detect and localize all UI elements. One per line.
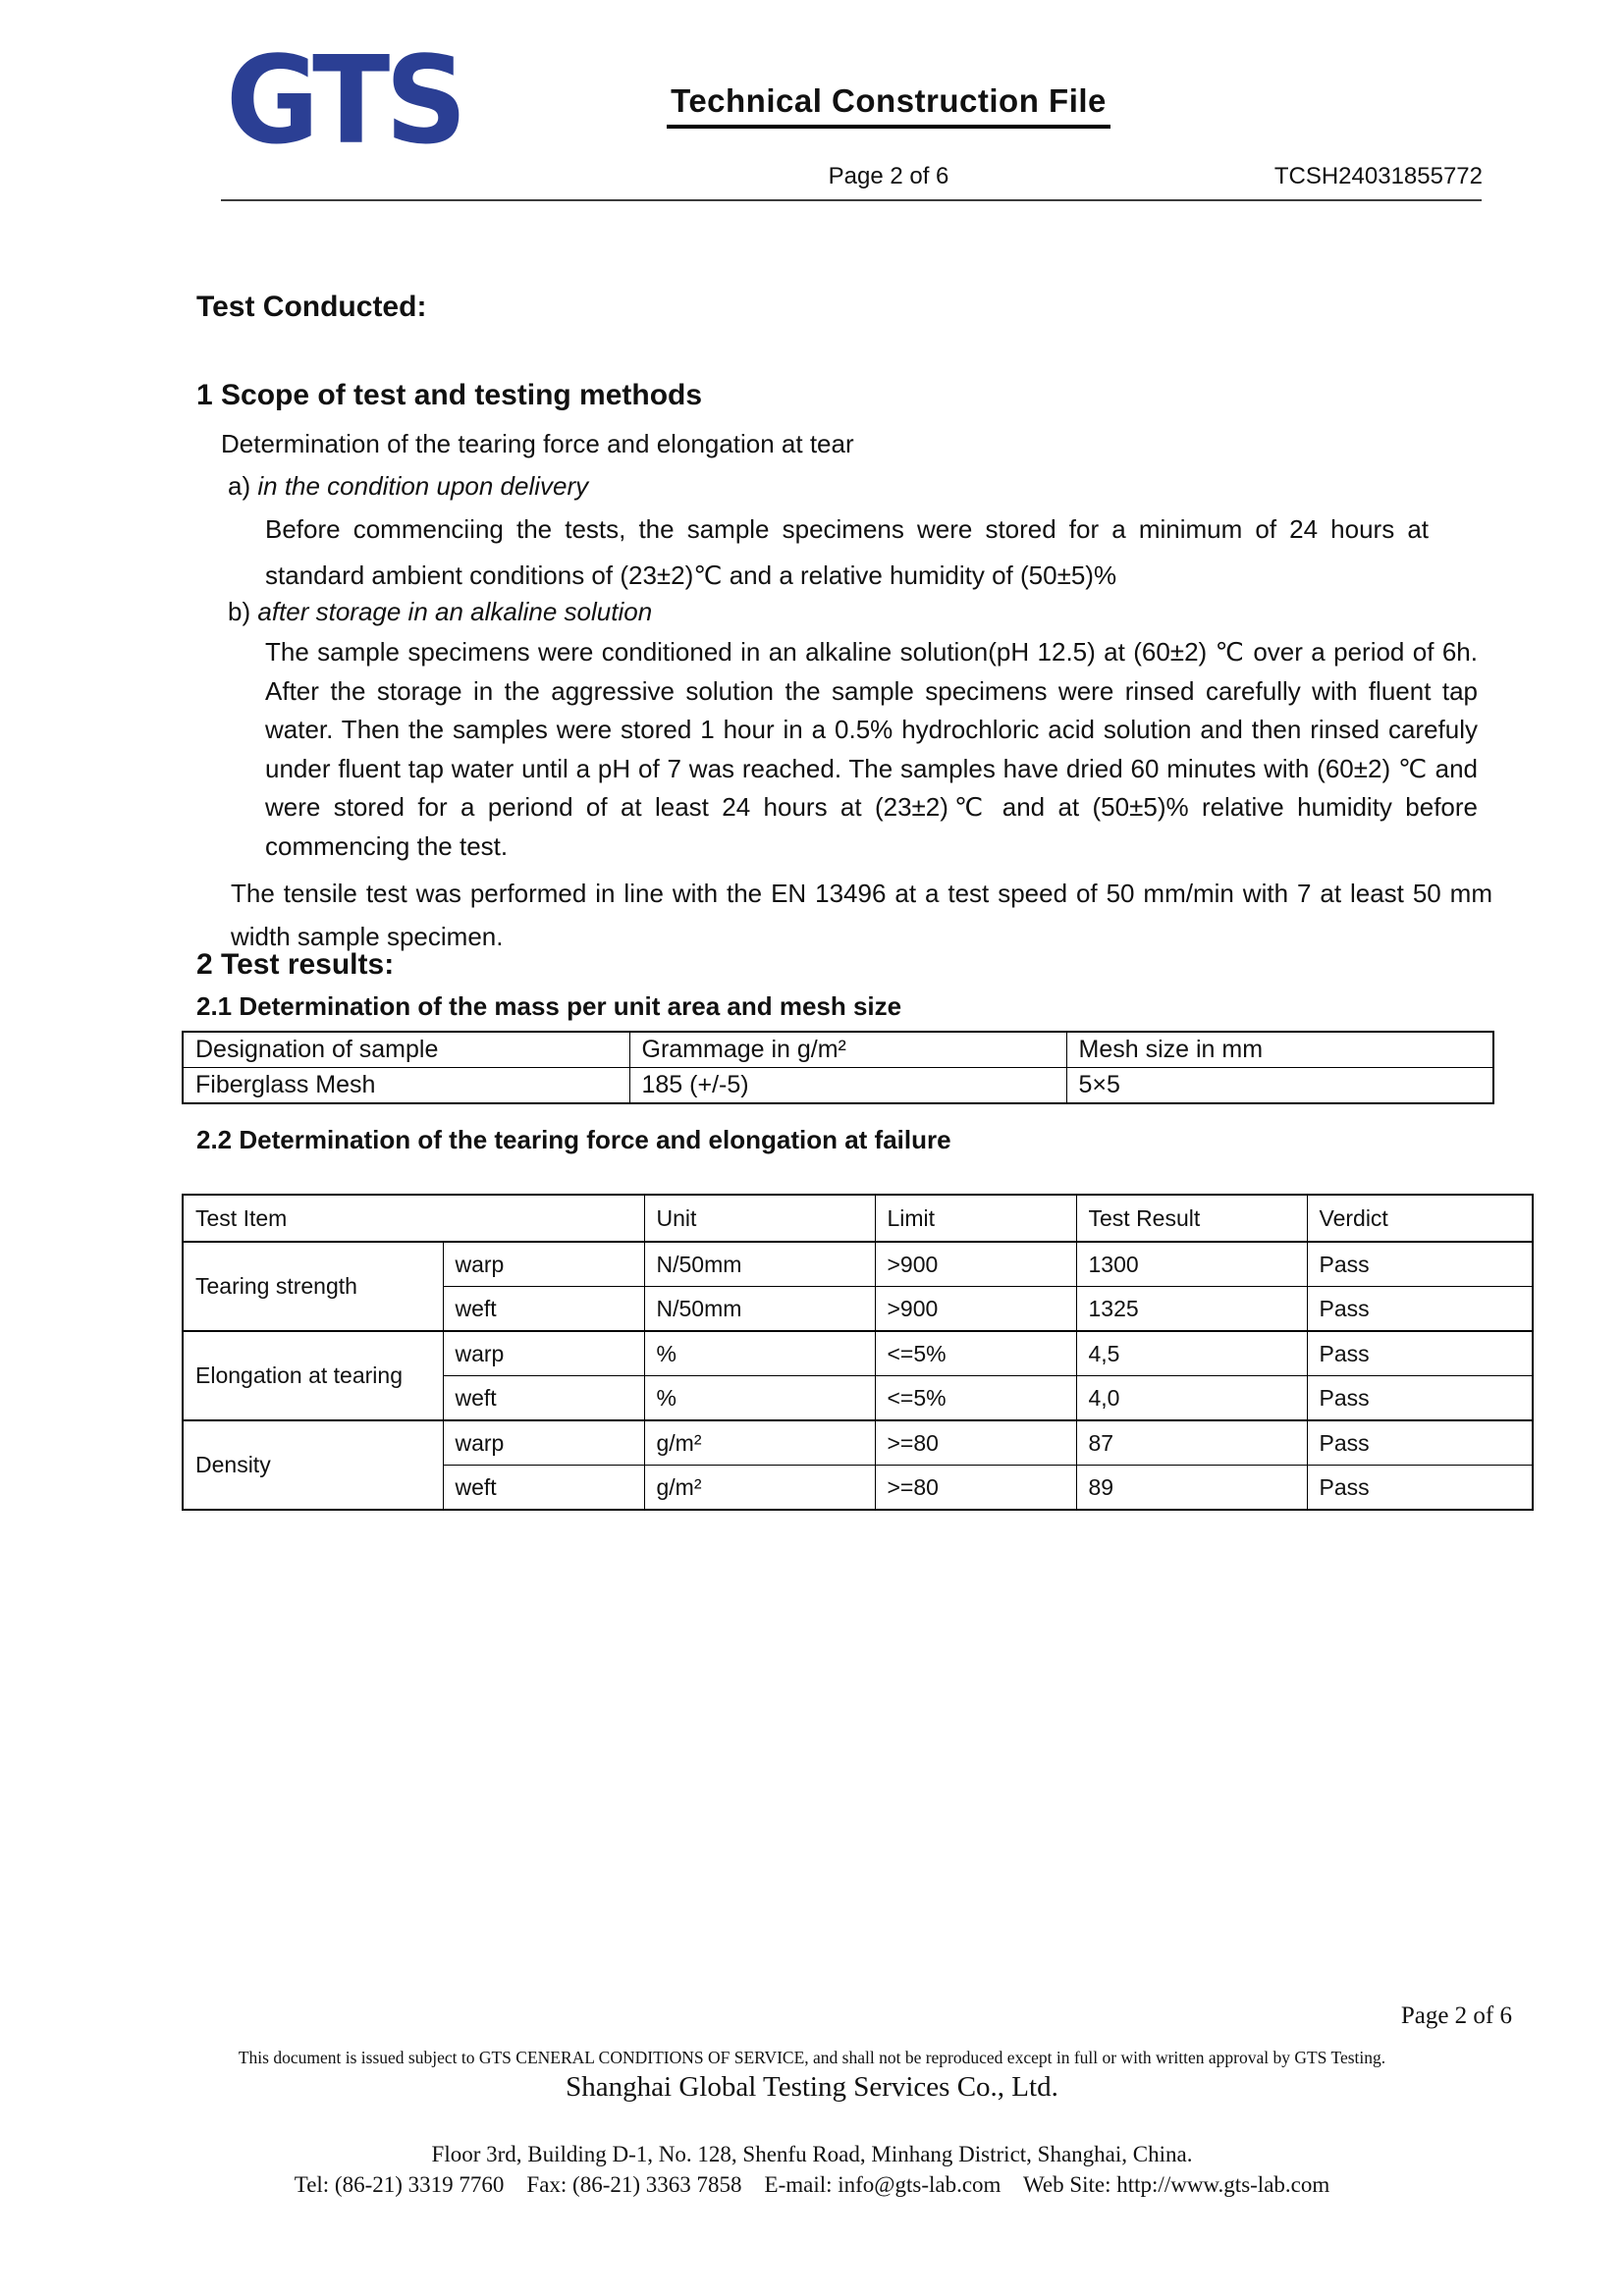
footer-company-name: Shanghai Global Testing Services Co., Ltd.: [566, 2071, 1058, 2103]
footer-page-number: Page 2 of 6: [1400, 2002, 1512, 2029]
cell-verdict: Pass: [1307, 1420, 1533, 1466]
header-cell: Designation of sample: [183, 1032, 629, 1068]
section-1-intro: Determination of the tearing force and elongation at tear: [221, 429, 854, 458]
header-cell: Grammage in g/m²: [629, 1032, 1066, 1068]
header-page-number: Page 2 of 6: [828, 163, 949, 189]
cell-result: 89: [1076, 1466, 1307, 1511]
list-item-a-text: in the condition upon delivery: [257, 471, 589, 501]
table-header-row: [183, 1032, 1493, 1068]
tearing-results-table: [182, 1194, 1534, 1511]
table-row: [183, 1068, 1493, 1104]
cell-verdict: Pass: [1307, 1376, 1533, 1421]
table-header-row: [183, 1195, 1533, 1242]
cell-limit: <=5%: [875, 1331, 1076, 1376]
cell-verdict: Pass: [1307, 1242, 1533, 1287]
cell-result: 4,5: [1076, 1331, 1307, 1376]
paragraph-condition-delivery: Before commenciing the tests, the sample specimens were stored for a minimum of 24 hours at standard ambient conditions of (23±2)℃ and a relative humidity of (50±5)%: [265, 514, 1429, 590]
paragraph-alkaline-storage: The sample specimens were conditioned in an alkaline solution(pH 12.5) at (60±2) ℃ over a period of 6h. After the storage in the aggressive solution the sample specimens were rinsed carefully with fluent tap water. Then the samples were stored 1 hour in a 0.5% hydrochloric acid solution and then rinsed carefuly under fluent tap water until a pH of 7 was reached. The samples have dried 60 minutes with (60±2) ℃ and were stored for a periond of at least 24 hours at (23±2)℃ and at (50±5)% relative humidity before commencing the test.: [265, 637, 1478, 861]
footer-contact-line: Tel: (86-21) 3319 7760 Fax: (86-21) 3363 7858 E-mail: info@gts-lab.com Web Site: http://www.gts-lab.com: [294, 2172, 1330, 2197]
cell-result: 1300: [1076, 1242, 1307, 1287]
cell-test-item: Elongation at tearing: [183, 1331, 443, 1420]
header-divider: [221, 199, 1482, 201]
cell-test-item: Tearing strength: [183, 1242, 443, 1331]
header-title-block: [383, 82, 1394, 129]
list-item-a: [228, 471, 588, 502]
table-row: [183, 1242, 1533, 1287]
document-title: Technical Construction File: [667, 82, 1110, 129]
section-test-conducted: Test Conducted:: [196, 291, 427, 323]
paragraph-tensile-test: The tensile test was performed in line with the EN 13496 at a test speed of 50 mm/min with 7 at least 50 mm width sample specimen.: [231, 879, 1492, 951]
cell-unit: g/m²: [644, 1466, 875, 1511]
cell-limit: <=5%: [875, 1376, 1076, 1421]
cell-direction: weft: [443, 1376, 644, 1421]
footer-disclaimer: This document is issued subject to GTS CENERAL CONDITIONS OF SERVICE, and shall not be reproduced except in full or with written approval by GTS Testing.: [238, 2048, 1386, 2067]
cell-limit: >=80: [875, 1466, 1076, 1511]
cell-unit: g/m²: [644, 1420, 875, 1466]
cell-direction: warp: [443, 1242, 644, 1287]
cell-test-item: Density: [183, 1420, 443, 1510]
footer-address: Floor 3rd, Building D-1, No. 128, Shenfu Road, Minhang District, Shanghai, China.: [431, 2142, 1193, 2166]
section-1-heading: 1 Scope of test and testing methods: [196, 379, 703, 411]
cell-grammage: 185 (+/-5): [629, 1068, 1066, 1104]
cell-unit: N/50mm: [644, 1287, 875, 1332]
cell-unit: %: [644, 1376, 875, 1421]
cell-unit: %: [644, 1331, 875, 1376]
cell-mesh-size: 5×5: [1066, 1068, 1493, 1104]
gts-logo: GTS: [226, 30, 462, 172]
header-cell: Unit: [644, 1195, 875, 1242]
list-item-a-label: a): [228, 471, 251, 501]
report-number: TCSH24031855772: [1273, 163, 1483, 189]
header-cell: Test Result: [1076, 1195, 1307, 1242]
list-item-b: [228, 597, 652, 627]
cell-result: 1325: [1076, 1287, 1307, 1332]
header-cell: Mesh size in mm: [1066, 1032, 1493, 1068]
cell-limit: >900: [875, 1242, 1076, 1287]
mass-mesh-table: [182, 1031, 1494, 1104]
section-2-heading: 2 Test results:: [196, 948, 395, 981]
table-row: [183, 1420, 1533, 1466]
cell-limit: >900: [875, 1287, 1076, 1332]
cell-verdict: Pass: [1307, 1466, 1533, 1511]
section-2-1-heading: 2.1 Determination of the mass per unit area and mesh size: [196, 991, 902, 1021]
table-row: [183, 1331, 1533, 1376]
cell-verdict: Pass: [1307, 1287, 1533, 1332]
header-cell: Test Item: [183, 1195, 644, 1242]
header-cell: Limit: [875, 1195, 1076, 1242]
cell-result: 87: [1076, 1420, 1307, 1466]
cell-designation: Fiberglass Mesh: [183, 1068, 629, 1104]
list-item-b-text: after storage in an alkaline solution: [257, 597, 653, 626]
cell-unit: N/50mm: [644, 1242, 875, 1287]
list-item-b-label: b): [228, 597, 251, 626]
header-cell: Verdict: [1307, 1195, 1533, 1242]
cell-direction: warp: [443, 1331, 644, 1376]
section-2-2-heading: 2.2 Determination of the tearing force and elongation at failure: [196, 1125, 951, 1154]
cell-limit: >=80: [875, 1420, 1076, 1466]
cell-direction: weft: [443, 1287, 644, 1332]
cell-direction: weft: [443, 1466, 644, 1511]
cell-direction: warp: [443, 1420, 644, 1466]
cell-result: 4,0: [1076, 1376, 1307, 1421]
cell-verdict: Pass: [1307, 1331, 1533, 1376]
